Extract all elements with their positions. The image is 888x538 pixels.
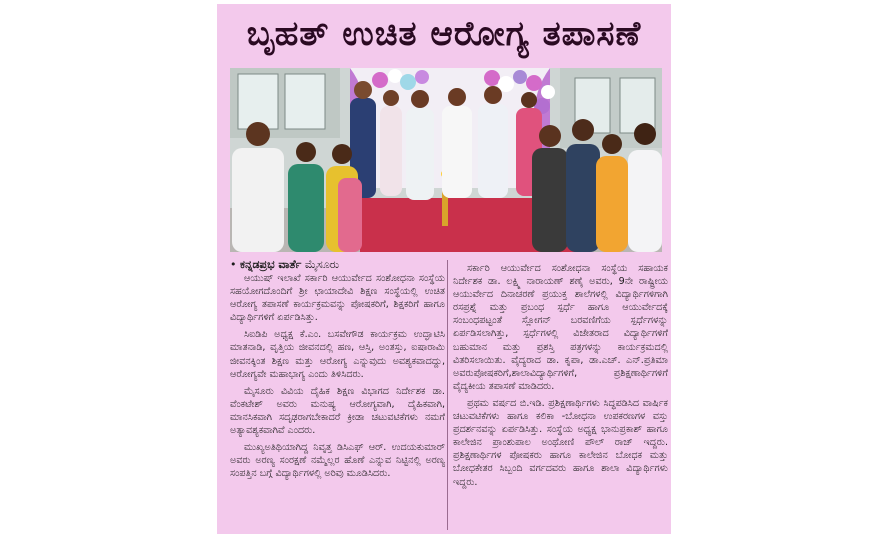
group-photo-icon: [230, 68, 662, 252]
article-left-column: [230, 272, 445, 484]
paragraph: ಮೈಸೂರು ವಿವಿಯ ದೈಹಿಕ ಶಿಕ್ಷಣ ವಿಭಾಗದ ನಿರ್ದೇಶಕ ಡಾ. ವೆಂಕಟೇಶ್ ಅವರು ಮನುಷ್ಯ ಆರೋಗ್ಯವಾಗಿ, ದೈಹಿಕವಾಗಿ, ಮಾನಸಿಕವಾಗಿ ಸದೃಢರಾಗಬೇಕಾದರೆ ಕ್ರೀಡಾ ಚಟುವಟಿಕೆಗಳು ನಮಗೆ ಅತ್ಯಾವಶ್ಯಕವಾಗಿವೆ ಎಂದರು.: [230, 385, 445, 437]
paragraph: ಪ್ರಥಮ ವರ್ಷದ ಬಿ.ಇಡಿ. ಪ್ರಶಿಕ್ಷಣಾರ್ಥಿಗಳು ಸಿದ್ಧಪಡಿಸಿದ ವಾರ್ಷಿಕ ಚಟುವಟಿಕೆಗಳು ಹಾಗೂ ಕಲಿಕಾ -ಬೋಧನಾ ಉಪಕರಣಗಳ ವಸ್ತು ಪ್ರದರ್ಶನವನ್ನು ಏರ್ಪಡಿಸಿತ್ತು. ಸಂಸ್ಥೆಯ ಅಧ್ಯಕ್ಷ ಭಾನುಪ್ರಕಾಶ್ ಹಾಗೂ ಕಾಲೇಜಿನ ಪ್ರಾಂಶುಪಾಲ ಅಂಥೋಣಿ ಪೌಲ್ ರಾಜ್ ಇದ್ದರು. ಪ್ರಶಿಕ್ಷಣಾರ್ಥಿಗಳ ಪೋಷಕರು ಹಾಗೂ ಕಾಲೇಜಿನ ಬೋಧಕ ಮತ್ತು ಬೋಧಕೇತರ ಸಿಬ್ಬಂದಿ ವರ್ಗದವರು ಹಾಗೂ ಶಾಲಾ ವಿದ್ಯಾರ್ಥಿಗಳು ಇದ್ದರು.: [453, 397, 668, 488]
paragraph: ಸಿಐಡಿಪಿ ಅಧ್ಯಕ್ಷ ಕೆ.ಎಂ. ಬಸವೇಗೌಡ ಕಾರ್ಯಕ್ರಮ ಉದ್ಘಾಟಿಸಿ ಮಾತನಾಡಿ, ವೃತ್ತಿಯ ಜೀವನದಲ್ಲಿ ಹಣ, ಆಸ್ತಿ, ಅಂತಸ್ತು, ಐಷಾರಾಮಿ ಜೀವನಕ್ಕಿಂತ ಶಿಕ್ಷಣ ಮತ್ತು ಆರೋಗ್ಯ ಎನ್ನುವುದು ಅವಶ್ಯಕವಾದದ್ದು, ಆರೋಗ್ಯವೇ ಮಹಾಭಾಗ್ಯ ಎಂದು ತಿಳಿಸಿದರು.: [230, 329, 445, 380]
bullet-icon: •: [230, 258, 240, 271]
paragraph: ಆಯುಷ್ ಇಲಾಖೆ ಸರ್ಕಾರಿ ಆಯುರ್ವೇದ ಸಂಶೋಧನಾ ಸಂಸ್ಥೆಯ ಸಹಯೋಗದೊಂದಿಗೆ ಶ್ರೀ ಛಾಯಾದೇವಿ ಶಿಕ್ಷಣ ಸಂಸ್ಥೆಯಲ್ಲಿ ಉಚಿತ ಆರೋಗ್ಯ ತಪಾಸಣೆ ಕಾರ್ಯಕ್ರಮವನ್ನು ಪೋಷಕರಿಗೆ, ಶಿಕ್ಷಕರಿಗೆ ಹಾಗೂ ವಿದ್ಯಾರ್ಥಿಗಳಿಗೆ ಏರ್ಪಡಿಸಿತ್ತು.: [230, 273, 445, 324]
byline-place: ಮೈಸೂರು: [304, 258, 340, 271]
event-photo: [230, 68, 662, 252]
byline: [230, 258, 339, 272]
newspaper-clipping: [217, 4, 671, 534]
headline: ಬೃಹತ್ ಉಚಿತ ಆರೋಗ್ಯ ತಪಾಸಣೆ: [246, 14, 642, 54]
article-right-column: [453, 262, 668, 493]
paragraph: ಸರ್ಕಾರಿ ಆಯುರ್ವೇದ ಸಂಶೋಧನಾ ಸಂಸ್ಥೆಯ ಸಹಾಯಕ ನಿರ್ದೇಶಕ ಡಾ. ಲಕ್ಷ್ಮಿ ನಾರಾಯಣ್ ಶಣೈ ಅವರು, 9ನೇ ರಾಷ್ಟ್ರೀಯ ಆಯುರ್ವೇದ ದಿನಾಚರಣೆ ಪ್ರಯುಕ್ತ ಶಾಲೆಗಳಲ್ಲಿ ವಿದ್ಯಾರ್ಥಿಗಳಿಗಾಗಿ ರಸಪ್ರಶ್ನೆ ಮತ್ತು ಪ್ರಬಂಧ ಸ್ಪರ್ಧೆ ಹಾಗೂ ಆಯುರ್ವೇದಕ್ಕೆ ಸಂಬಂಧಪಟ್ಟಂತೆ ಸ್ಲೋಗನ್ ಬರವಣಿಗೆಯ ಸ್ಪರ್ಧೆಗಳನ್ನು ಏರ್ಪಡಿಸಲಾಗಿತ್ತು, ಸ್ಪರ್ಧೆಗಳಲ್ಲಿ ವಿಜೇತರಾದ ವಿದ್ಯಾರ್ಥಿಗಳಿಗೆ ಬಹುಮಾನ ಮತ್ತು ಪ್ರಶಸ್ತಿ ಪತ್ರಗಳನ್ನು ಕಾರ್ಯಕ್ರಮದಲ್ಲಿ ವಿತರಿಸಲಾಯಿತು. ವೈದ್ಯರಾದ ಡಾ. ಕೃಪಾ, ಡಾ.ಎಚ್. ಎನ್.ಪ್ರತಿಮಾ ಅವರುಪೋಷಕರಿಗೆ,ಶಾಲಾವಿದ್ಯಾರ್ಥಿಗಳಿಗೆ, ಪ್ರಶಿಕ್ಷಣಾರ್ಥಿಗಳಿಗೆ ವೈದ್ಯಕೀಯ ತಪಾಸಣೆ ಮಾಡಿದರು.: [453, 263, 668, 392]
paragraph: ಮುಖ್ಯಅತಿಥಿಯಾಗಿದ್ದ ನಿವೃತ್ತ ಡಿಸಿಎಫ್ ಆರ್. ಉದಯಕುಮಾರ್ ಅವರು ಅರಣ್ಯ ಸಂರಕ್ಷಣೆ ನಮ್ಮೆಲ್ಲರ ಹೊಣೆ ಎನ್ನುವ ನಿಟ್ಟಿನಲ್ಲಿ ಅರಣ್ಯ ಸಂಪತ್ತಿನ ಬಗ್ಗೆ ವಿದ್ಯಾರ್ಥಿಗಳಲ್ಲಿ ಅರಿವು ಮೂಡಿಸಿದರು.: [230, 442, 445, 480]
column-divider: [447, 260, 448, 530]
byline-source: ಕನ್ನಡಪ್ರಭ ವಾರ್ತೆ: [240, 258, 302, 271]
